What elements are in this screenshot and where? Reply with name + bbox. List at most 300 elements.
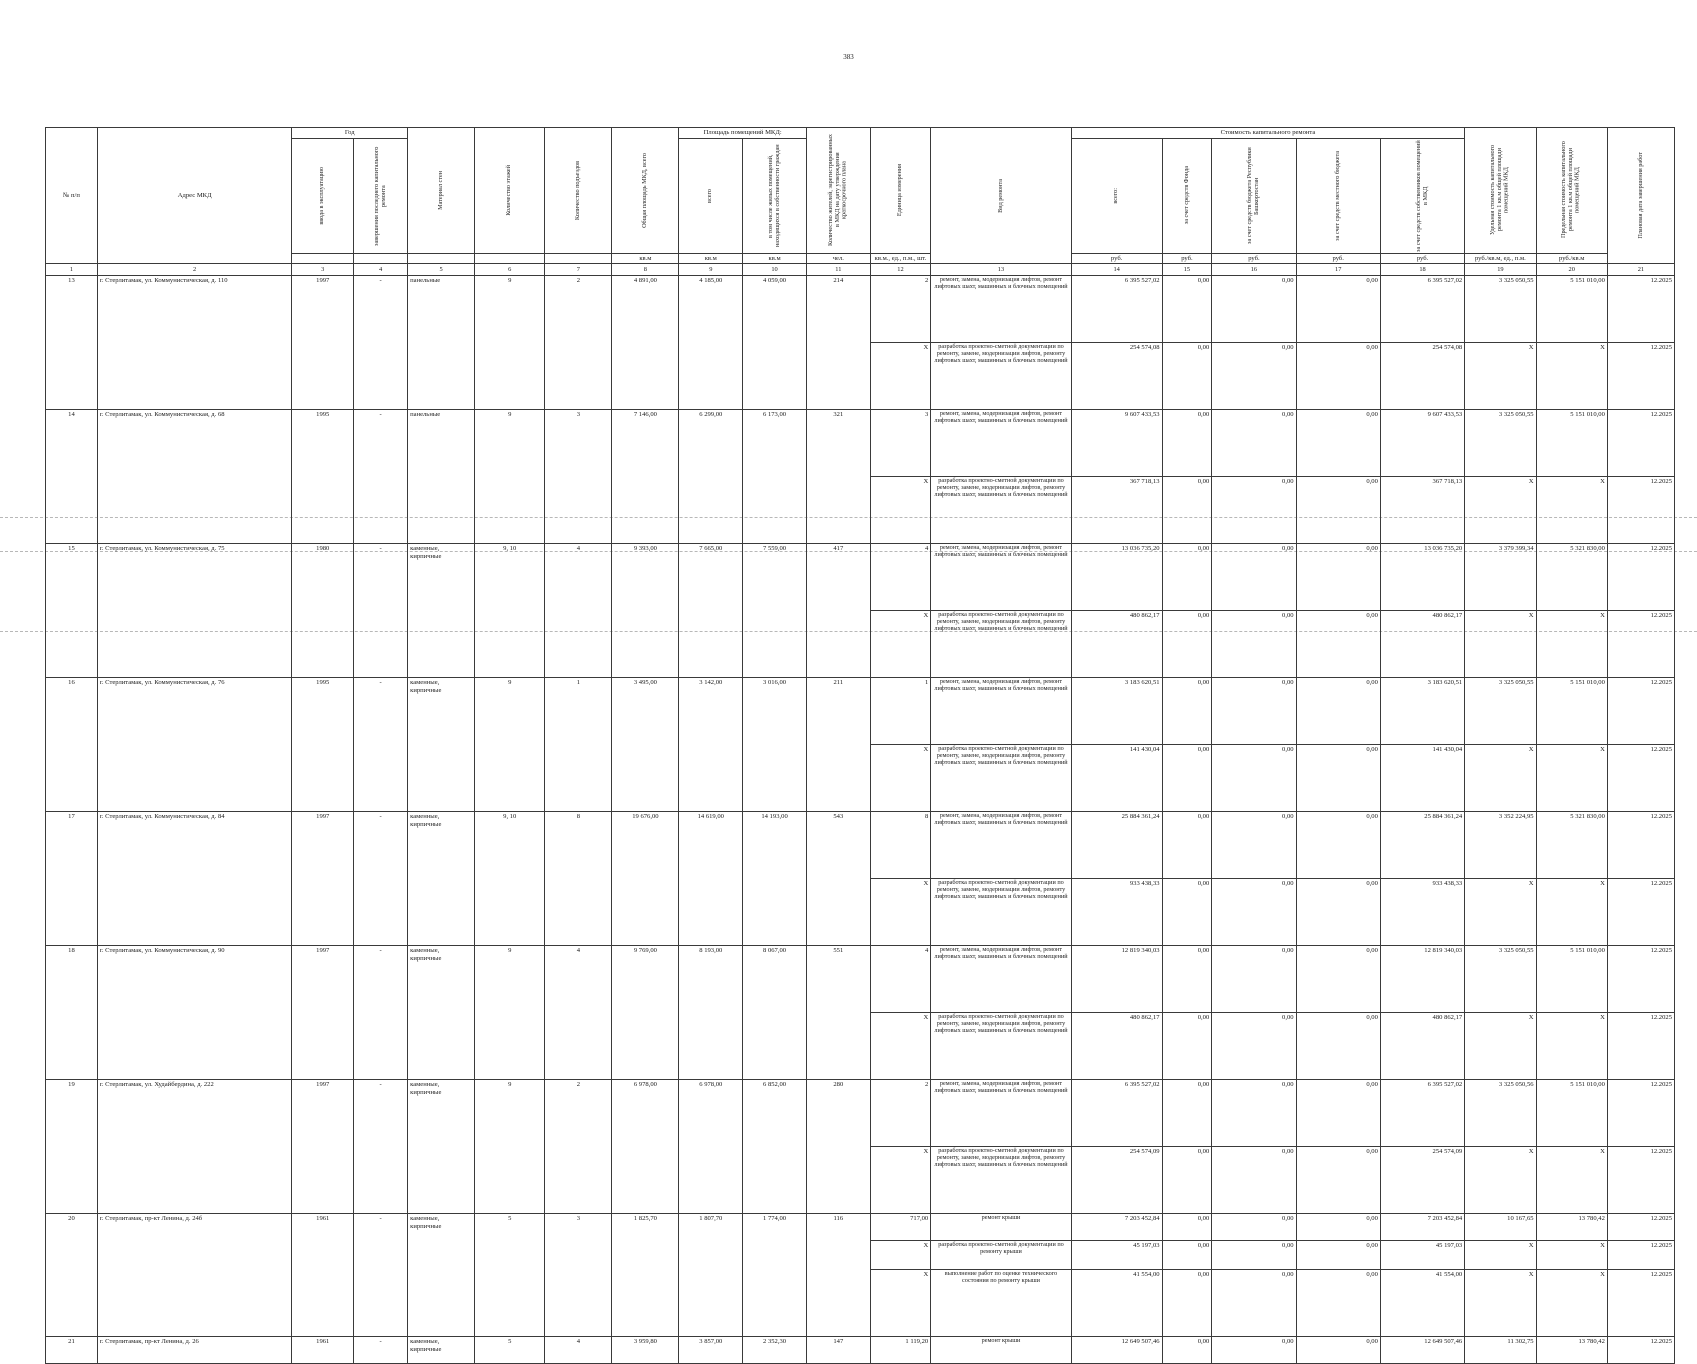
max-cost-cell: 13 780,42 <box>1536 1214 1607 1241</box>
cost-fund-cell: 0,00 <box>1162 1241 1212 1270</box>
cost-local-cell: 0,00 <box>1296 544 1380 611</box>
header-total-area: Общая площадь МКД, всего <box>612 128 679 254</box>
residential-area-cell: 4 059,00 <box>743 276 807 410</box>
cost-republic-cell: 0,00 <box>1212 879 1296 946</box>
work-type-cell: разработка проектно-сметной документации по ремонту, замене, модернизации лифтов, ремонту лифтовых шахт, машинных и блочных помещений <box>931 611 1072 678</box>
deadline-cell: 12.2025 <box>1607 410 1674 477</box>
column-number: 11 <box>806 264 870 276</box>
cost-republic-cell: 0,00 <box>1212 745 1296 812</box>
cost-fund-cell: 0,00 <box>1162 1337 1212 1364</box>
total-area-cell: 7 146,00 <box>612 410 679 544</box>
header-premises-residential: в том числе жилых помещений, находящихся в собственности граждан <box>743 138 807 253</box>
cost-republic-cell: 0,00 <box>1212 410 1296 477</box>
header-year-commission: ввода в эксплуатацию <box>292 138 354 253</box>
address-cell: г. Стерлитамак, пр-кт Ленина, д. 26 <box>97 1337 292 1364</box>
material-cell: каменные, кирпичные <box>408 678 475 812</box>
cost-republic-cell: 0,00 <box>1212 611 1296 678</box>
work-type-cell: ремонт, замена, модернизация лифтов, ремонт лифтовых шахт, машинных и блочных помещений <box>931 946 1072 1013</box>
residents-cell: 321 <box>806 410 870 544</box>
unit-cell: X <box>870 477 931 544</box>
cost-local-cell: 0,00 <box>1296 1080 1380 1147</box>
work-type-cell: ремонт крыши <box>931 1337 1072 1364</box>
column-number: 17 <box>1296 264 1380 276</box>
unit-cell: 3 <box>870 410 931 477</box>
table-row <box>46 410 1675 477</box>
cost-republic-cell: 0,00 <box>1212 812 1296 879</box>
premises-area-cell: 7 665,00 <box>679 544 743 678</box>
column-number: 1 <box>46 264 98 276</box>
max-cost-cell: X <box>1536 1147 1607 1214</box>
cost-owners-cell: 6 395 527,02 <box>1380 1080 1464 1147</box>
table-row <box>46 946 1675 1013</box>
last-repair-cell: - <box>354 812 408 946</box>
cost-republic-cell: 0,00 <box>1212 1337 1296 1364</box>
unit-cost-cell: 3 379 399,34 <box>1465 544 1536 611</box>
column-number: 10 <box>743 264 807 276</box>
total-area-cell: 9 769,00 <box>612 946 679 1080</box>
total-area-cell: 6 978,00 <box>612 1080 679 1214</box>
floors-cell: 5 <box>475 1214 545 1337</box>
unit-cost-cell: X <box>1465 1241 1536 1270</box>
year-cell: 1997 <box>292 946 354 1080</box>
residents-cell: 147 <box>806 1337 870 1364</box>
entrances-cell: 4 <box>545 1337 612 1364</box>
capital-repair-table <box>45 127 1675 1364</box>
cost-owners-cell: 25 884 361,24 <box>1380 812 1464 879</box>
cost-owners-cell: 367 718,13 <box>1380 477 1464 544</box>
unit-cell: X <box>870 1147 931 1214</box>
residents-cell: 214 <box>806 276 870 410</box>
entrances-cell: 8 <box>545 812 612 946</box>
deadline-cell: 12.2025 <box>1607 1214 1674 1241</box>
work-type-cell: ремонт, замена, модернизация лифтов, ремонт лифтовых шахт, машинных и блочных помещений <box>931 410 1072 477</box>
header-premises-group: Площадь помещений МКД: <box>679 128 807 139</box>
max-cost-cell: 5 321 830,00 <box>1536 544 1607 611</box>
page-number: 383 <box>843 53 854 61</box>
cost-fund-cell: 0,00 <box>1162 879 1212 946</box>
cost-total-cell: 6 395 527,02 <box>1071 276 1162 343</box>
floors-cell: 9 <box>475 946 545 1080</box>
residents-cell: 280 <box>806 1080 870 1214</box>
work-type-cell: разработка проектно-сметной документации по ремонту, замене, модернизации лифтов, ремонту лифтовых шахт, машинных и блочных помещений <box>931 1013 1072 1080</box>
cost-total-cell: 254 574,08 <box>1071 343 1162 410</box>
unit-cell: 8 <box>870 812 931 879</box>
column-number: 18 <box>1380 264 1464 276</box>
last-repair-cell: - <box>354 1214 408 1337</box>
table-row <box>46 678 1675 745</box>
cost-total-cell: 480 862,17 <box>1071 1013 1162 1080</box>
column-number: 12 <box>870 264 931 276</box>
cost-fund-cell: 0,00 <box>1162 1080 1212 1147</box>
residential-area-cell: 8 067,00 <box>743 946 807 1080</box>
column-number: 15 <box>1162 264 1212 276</box>
year-cell: 1995 <box>292 678 354 812</box>
address-cell: г. Стерлитамак, ул. Коммунистическая, д. 110 <box>97 276 292 410</box>
unit-cost-cell: X <box>1465 611 1536 678</box>
cost-total-cell: 7 203 452,84 <box>1071 1214 1162 1241</box>
residents-cell: 211 <box>806 678 870 812</box>
cost-fund-cell: 0,00 <box>1162 678 1212 745</box>
cost-owners-cell: 6 395 527,02 <box>1380 276 1464 343</box>
cost-local-cell: 0,00 <box>1296 1337 1380 1364</box>
work-type-cell: разработка проектно-сметной документации по ремонту крыши <box>931 1241 1072 1270</box>
residential-area-cell: 6 173,00 <box>743 410 807 544</box>
header-num: № п/п <box>46 128 98 264</box>
total-area-cell: 3 495,00 <box>612 678 679 812</box>
cost-total-cell: 480 862,17 <box>1071 611 1162 678</box>
unit-cell: 2 <box>870 1080 931 1147</box>
cost-fund-cell: 0,00 <box>1162 1214 1212 1241</box>
premises-area-cell: 3 857,00 <box>679 1337 743 1364</box>
max-cost-cell: X <box>1536 1013 1607 1080</box>
column-number: 16 <box>1212 264 1296 276</box>
header-residents: Количество жителей, зарегистрированных в МКД на дату утверждения краткосрочного плана <box>806 128 870 254</box>
entrances-cell: 3 <box>545 410 612 544</box>
cost-local-cell: 0,00 <box>1296 611 1380 678</box>
column-number: 2 <box>97 264 292 276</box>
cost-total-cell: 6 395 527,02 <box>1071 1080 1162 1147</box>
column-number: 3 <box>292 264 354 276</box>
max-cost-cell: 5 151 010,00 <box>1536 678 1607 745</box>
year-cell: 1995 <box>292 410 354 544</box>
cost-republic-cell: 0,00 <box>1212 678 1296 745</box>
header-cost-owners: за счет средств собственников помещений в МКД <box>1380 138 1464 253</box>
year-cell: 1997 <box>292 276 354 410</box>
residential-area-cell: 3 016,00 <box>743 678 807 812</box>
residents-cell: 116 <box>806 1214 870 1337</box>
unit-cost-cell: X <box>1465 477 1536 544</box>
work-type-cell: выполнение работ по оценке технического состояния по ремонту крыши <box>931 1270 1072 1337</box>
cost-local-cell: 0,00 <box>1296 1214 1380 1241</box>
cost-fund-cell: 0,00 <box>1162 745 1212 812</box>
column-number: 9 <box>679 264 743 276</box>
unit-cell: 2 <box>870 276 931 343</box>
residential-area-cell: 2 352,30 <box>743 1337 807 1364</box>
residents-cell: 551 <box>806 946 870 1080</box>
entrances-cell: 4 <box>545 544 612 678</box>
max-cost-cell: 5 151 010,00 <box>1536 946 1607 1013</box>
table-row <box>46 544 1675 611</box>
entrances-cell: 2 <box>545 276 612 410</box>
cost-republic-cell: 0,00 <box>1212 276 1296 343</box>
column-number: 5 <box>408 264 475 276</box>
unit-cost-cell: 3 325 050,55 <box>1465 946 1536 1013</box>
cost-local-cell: 0,00 <box>1296 946 1380 1013</box>
total-area-cell: 3 959,80 <box>612 1337 679 1364</box>
material-cell: панельные <box>408 410 475 544</box>
header-entrances: Количество подъездов <box>545 128 612 254</box>
header-deadline: Плановая дата завершения работ <box>1607 128 1674 264</box>
max-cost-cell: X <box>1536 477 1607 544</box>
header-unit: Единица измерения <box>870 128 931 254</box>
header-work-type: Вид ремонта <box>931 128 1072 264</box>
deadline-cell: 12.2025 <box>1607 477 1674 544</box>
table-row <box>46 1080 1675 1147</box>
work-type-cell: ремонт крыши <box>931 1214 1072 1241</box>
total-area-cell: 4 891,00 <box>612 276 679 410</box>
max-cost-cell: X <box>1536 1241 1607 1270</box>
unit-label: кв.м <box>743 253 807 264</box>
cost-republic-cell: 0,00 <box>1212 1080 1296 1147</box>
last-repair-cell: - <box>354 276 408 410</box>
cost-total-cell: 254 574,09 <box>1071 1147 1162 1214</box>
last-repair-cell: - <box>354 946 408 1080</box>
deadline-cell: 12.2025 <box>1607 611 1674 678</box>
deadline-cell: 12.2025 <box>1607 812 1674 879</box>
column-number: 4 <box>354 264 408 276</box>
unit-cell: X <box>870 1270 931 1337</box>
cost-local-cell: 0,00 <box>1296 410 1380 477</box>
residents-cell: 543 <box>806 812 870 946</box>
column-number: 19 <box>1465 264 1536 276</box>
cost-owners-cell: 933 438,33 <box>1380 879 1464 946</box>
cost-total-cell: 41 554,00 <box>1071 1270 1162 1337</box>
deadline-cell: 12.2025 <box>1607 1337 1674 1364</box>
unit-label: руб. <box>1380 253 1464 264</box>
cost-owners-cell: 141 430,04 <box>1380 745 1464 812</box>
unit-cell: X <box>870 1241 931 1270</box>
cost-total-cell: 9 607 433,53 <box>1071 410 1162 477</box>
cost-local-cell: 0,00 <box>1296 812 1380 879</box>
max-cost-cell: 5 321 830,00 <box>1536 812 1607 879</box>
total-area-cell: 19 676,00 <box>612 812 679 946</box>
cost-fund-cell: 0,00 <box>1162 1270 1212 1337</box>
unit-cost-cell: X <box>1465 1270 1536 1337</box>
header-cost-fund: за счет средств Фонда <box>1162 138 1212 253</box>
last-repair-cell: - <box>354 544 408 678</box>
last-repair-cell: - <box>354 410 408 544</box>
cost-total-cell: 12 649 507,46 <box>1071 1337 1162 1364</box>
deadline-cell: 12.2025 <box>1607 1270 1674 1337</box>
cost-owners-cell: 254 574,09 <box>1380 1147 1464 1214</box>
floors-cell: 9 <box>475 1080 545 1214</box>
unit-cost-cell: X <box>1465 1013 1536 1080</box>
deadline-cell: 12.2025 <box>1607 276 1674 343</box>
cost-owners-cell: 12 649 507,46 <box>1380 1337 1464 1364</box>
column-number: 14 <box>1071 264 1162 276</box>
cost-local-cell: 0,00 <box>1296 1241 1380 1270</box>
cost-republic-cell: 0,00 <box>1212 343 1296 410</box>
address-cell: г. Стерлитамак, ул. Коммунистическая, д. 76 <box>97 678 292 812</box>
unit-cell: 1 119,20 <box>870 1337 931 1364</box>
cost-fund-cell: 0,00 <box>1162 1147 1212 1214</box>
residential-area-cell: 7 559,00 <box>743 544 807 678</box>
column-number: 13 <box>931 264 1072 276</box>
unit-cost-cell: 3 325 050,55 <box>1465 678 1536 745</box>
residential-area-cell: 1 774,00 <box>743 1214 807 1337</box>
deadline-cell: 12.2025 <box>1607 544 1674 611</box>
unit-cell: X <box>870 745 931 812</box>
year-cell: 1961 <box>292 1337 354 1364</box>
table-row <box>46 276 1675 343</box>
max-cost-cell: X <box>1536 343 1607 410</box>
unit-cell: X <box>870 343 931 410</box>
cost-owners-cell: 9 607 433,53 <box>1380 410 1464 477</box>
cost-republic-cell: 0,00 <box>1212 1270 1296 1337</box>
unit-label: кв.м., ед., п.м., шт. <box>870 253 931 264</box>
total-area-cell: 9 393,00 <box>612 544 679 678</box>
cost-total-cell: 12 819 340,03 <box>1071 946 1162 1013</box>
unit-cell: X <box>870 879 931 946</box>
entrances-cell: 3 <box>545 1214 612 1337</box>
address-cell: г. Стерлитамак, ул. Коммунистическая, д. 90 <box>97 946 292 1080</box>
cost-local-cell: 0,00 <box>1296 1270 1380 1337</box>
unit-cell: 4 <box>870 544 931 611</box>
cost-total-cell: 13 036 735,20 <box>1071 544 1162 611</box>
header-cost-group: Стоимость капитального ремонта <box>1071 128 1464 139</box>
cost-owners-cell: 7 203 452,84 <box>1380 1214 1464 1241</box>
column-number: 7 <box>545 264 612 276</box>
row-number: 13 <box>46 276 98 410</box>
header-premises-total: всего <box>679 138 743 253</box>
unit-cell: X <box>870 1013 931 1080</box>
cost-republic-cell: 0,00 <box>1212 1241 1296 1270</box>
max-cost-cell: 5 151 010,00 <box>1536 1080 1607 1147</box>
unit-label: руб. <box>1162 253 1212 264</box>
row-number: 16 <box>46 678 98 812</box>
header-row-1 <box>46 128 1675 139</box>
residential-area-cell: 14 193,00 <box>743 812 807 946</box>
cost-fund-cell: 0,00 <box>1162 343 1212 410</box>
deadline-cell: 12.2025 <box>1607 678 1674 745</box>
row-number: 21 <box>46 1337 98 1364</box>
column-number: 21 <box>1607 264 1674 276</box>
unit-label: руб. <box>1071 253 1162 264</box>
cost-fund-cell: 0,00 <box>1162 611 1212 678</box>
floors-cell: 9 <box>475 276 545 410</box>
row-number: 14 <box>46 410 98 544</box>
unit-cell: 1 <box>870 678 931 745</box>
address-cell: г. Стерлитамак, пр-кт Ленина, д. 24б <box>97 1214 292 1337</box>
cost-fund-cell: 0,00 <box>1162 410 1212 477</box>
max-cost-cell: X <box>1536 745 1607 812</box>
cost-local-cell: 0,00 <box>1296 1147 1380 1214</box>
cost-owners-cell: 480 862,17 <box>1380 1013 1464 1080</box>
row-number: 19 <box>46 1080 98 1214</box>
unit-cost-cell: 3 325 050,56 <box>1465 1080 1536 1147</box>
premises-area-cell: 14 619,00 <box>679 812 743 946</box>
cost-fund-cell: 0,00 <box>1162 812 1212 879</box>
material-cell: каменные, кирпичные <box>408 544 475 678</box>
material-cell: каменные, кирпичные <box>408 1337 475 1364</box>
material-cell: каменные, кирпичные <box>408 946 475 1080</box>
unit-cost-cell: 3 325 050,55 <box>1465 410 1536 477</box>
max-cost-cell: X <box>1536 879 1607 946</box>
table-row <box>46 1337 1675 1364</box>
work-type-cell: разработка проектно-сметной документации по ремонту, замене, модернизации лифтов, ремонту лифтовых шахт, машинных и блочных помещений <box>931 343 1072 410</box>
floors-cell: 5 <box>475 1337 545 1364</box>
cost-local-cell: 0,00 <box>1296 276 1380 343</box>
unit-cost-cell: 3 352 224,95 <box>1465 812 1536 879</box>
work-type-cell: разработка проектно-сметной документации по ремонту, замене, модернизации лифтов, ремонту лифтовых шахт, машинных и блочных помещений <box>931 879 1072 946</box>
column-number: 6 <box>475 264 545 276</box>
unit-cost-cell: X <box>1465 879 1536 946</box>
header-year-group: Год <box>292 128 408 139</box>
cost-total-cell: 141 430,04 <box>1071 745 1162 812</box>
cost-local-cell: 0,00 <box>1296 1013 1380 1080</box>
table-body <box>46 264 1675 1364</box>
material-cell: панельные <box>408 276 475 410</box>
cost-fund-cell: 0,00 <box>1162 276 1212 343</box>
header-cost-local: за счет средств местного бюджета <box>1296 138 1380 253</box>
header-address: Адрес МКД <box>97 128 292 264</box>
floors-cell: 9 <box>475 410 545 544</box>
max-cost-cell: 13 780,42 <box>1536 1337 1607 1364</box>
cost-fund-cell: 0,00 <box>1162 477 1212 544</box>
floors-cell: 9, 10 <box>475 544 545 678</box>
deadline-cell: 12.2025 <box>1607 1013 1674 1080</box>
unit-cost-cell: 11 302,75 <box>1465 1337 1536 1364</box>
header-max-cost: Предельная стоимость капитального ремонта 1 кв.м общей площади помещений МКД <box>1536 128 1607 254</box>
entrances-cell: 1 <box>545 678 612 812</box>
floors-cell: 9, 10 <box>475 812 545 946</box>
unit-cost-cell: 3 325 050,55 <box>1465 276 1536 343</box>
column-number: 20 <box>1536 264 1607 276</box>
unit-cost-cell: X <box>1465 343 1536 410</box>
cost-owners-cell: 254 574,08 <box>1380 343 1464 410</box>
unit-label: руб./кв.м, ед., п.м. <box>1465 253 1536 264</box>
material-cell: каменные, кирпичные <box>408 1080 475 1214</box>
premises-area-cell: 4 185,00 <box>679 276 743 410</box>
deadline-cell: 12.2025 <box>1607 1241 1674 1270</box>
cost-republic-cell: 0,00 <box>1212 544 1296 611</box>
work-type-cell: ремонт, замена, модернизация лифтов, ремонт лифтовых шахт, машинных и блочных помещений <box>931 544 1072 611</box>
cost-fund-cell: 0,00 <box>1162 946 1212 1013</box>
max-cost-cell: X <box>1536 1270 1607 1337</box>
deadline-cell: 12.2025 <box>1607 1080 1674 1147</box>
cost-total-cell: 367 718,13 <box>1071 477 1162 544</box>
total-area-cell: 1 825,70 <box>612 1214 679 1337</box>
cost-owners-cell: 12 819 340,03 <box>1380 946 1464 1013</box>
max-cost-cell: 5 151 010,00 <box>1536 410 1607 477</box>
cost-republic-cell: 0,00 <box>1212 477 1296 544</box>
residential-area-cell: 6 852,00 <box>743 1080 807 1214</box>
last-repair-cell: - <box>354 1080 408 1214</box>
column-number-row <box>46 264 1675 276</box>
deadline-cell: 12.2025 <box>1607 879 1674 946</box>
premises-area-cell: 6 978,00 <box>679 1080 743 1214</box>
header-cost-republic: за счет средств бюджета Республики Башкортостан <box>1212 138 1296 253</box>
cost-local-cell: 0,00 <box>1296 477 1380 544</box>
header-floors: Количество этажей <box>475 128 545 254</box>
deadline-cell: 12.2025 <box>1607 343 1674 410</box>
work-type-cell: разработка проектно-сметной документации по ремонту, замене, модернизации лифтов, ремонту лифтовых шахт, машинных и блочных помещений <box>931 745 1072 812</box>
cost-owners-cell: 480 862,17 <box>1380 611 1464 678</box>
residents-cell: 417 <box>806 544 870 678</box>
unit-cost-cell: X <box>1465 745 1536 812</box>
work-type-cell: ремонт, замена, модернизация лифтов, ремонт лифтовых шахт, машинных и блочных помещений <box>931 678 1072 745</box>
cost-republic-cell: 0,00 <box>1212 946 1296 1013</box>
cost-republic-cell: 0,00 <box>1212 1013 1296 1080</box>
work-type-cell: разработка проектно-сметной документации по ремонту, замене, модернизации лифтов, ремонту лифтовых шахт, машинных и блочных помещений <box>931 1147 1072 1214</box>
work-type-cell: ремонт, замена, модернизация лифтов, ремонт лифтовых шахт, машинных и блочных помещений <box>931 276 1072 343</box>
unit-label: руб. <box>1212 253 1296 264</box>
table-row <box>46 812 1675 879</box>
cost-republic-cell: 0,00 <box>1212 1147 1296 1214</box>
row-number: 18 <box>46 946 98 1080</box>
premises-area-cell: 1 807,70 <box>679 1214 743 1337</box>
premises-area-cell: 8 193,00 <box>679 946 743 1080</box>
year-cell: 1961 <box>292 1214 354 1337</box>
row-number: 20 <box>46 1214 98 1337</box>
cost-total-cell: 933 438,33 <box>1071 879 1162 946</box>
year-cell: 1997 <box>292 1080 354 1214</box>
unit-label: чел. <box>806 253 870 264</box>
address-cell: г. Стерлитамак, ул. Коммунистическая, д. 84 <box>97 812 292 946</box>
work-type-cell: разработка проектно-сметной документации по ремонту, замене, модернизации лифтов, ремонту лифтовых шахт, машинных и блочных помещений <box>931 477 1072 544</box>
year-cell: 1997 <box>292 812 354 946</box>
cost-total-cell: 25 884 361,24 <box>1071 812 1162 879</box>
